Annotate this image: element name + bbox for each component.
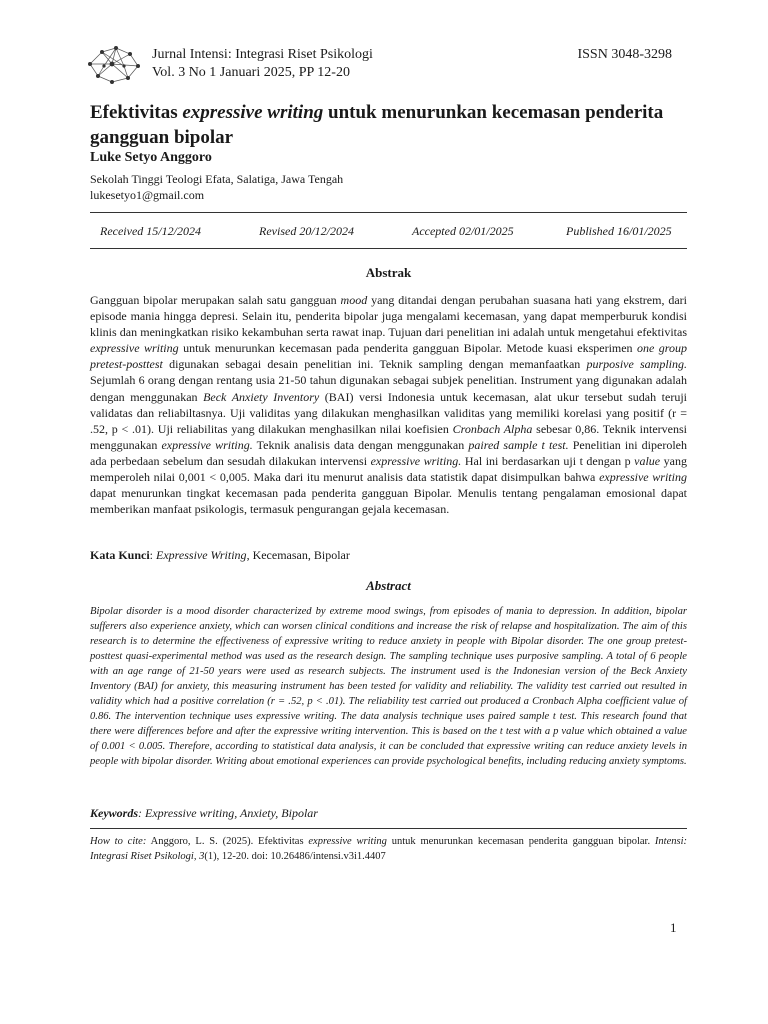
title-text: Efektivitas xyxy=(90,102,183,123)
article-title xyxy=(90,100,690,150)
author-name: Luke Setyo Anggoro xyxy=(90,150,212,165)
title-italic: expressive writing xyxy=(182,102,324,123)
divider-citation xyxy=(90,828,687,829)
date-revised: Revised 20/12/2024 xyxy=(259,224,354,238)
title-text-end: untuk menurunkan kecemasan penderita gangguan bipolar xyxy=(90,102,664,148)
cite-lead: How to cite: xyxy=(90,836,147,847)
keywords-list: : Expressive writing, Anxiety, Bipolar xyxy=(138,806,318,820)
how-to-cite: How to cite: Anggoro, L. S. (2025). Efektivitas expressive writing untuk menurunkan kecemasan penderita gangguan bipolar. Intensi: Integrasi Riset Psikologi, 3(1), 12-20. doi: 10.26486/intensi.v3i1.4407 xyxy=(90,836,687,862)
author-details xyxy=(90,171,343,203)
abstract-body: Bipolar disorder is a mood disorder characterized by extreme mood swings, from episodes of mania to depression. In addition, bipolar sufferers also experience anxiety, which can worsen clinical conditions and increase the risk of relapse and hospitalization. The aim of this research is to determine the effectiveness of expressive writing to reduce anxiety in people with Bipolar disorder. The one group pretest-posttest quasi-experimental method was used as the research design. The sampling technique uses purposive sampling. A total of 6 people with an age range of 21-50 years were used as research subjects. The instrument used is the Indonesian version of the Beck Anxiety Inventory (BAI) for anxiety, this measuring instrument has been tested for validity and reliability. The validity test carried out resulted in validity which had a positive correlation (r = .52, p < .01). The reliability test carried out produced a Cronbach Alpha coefficient value of 0.86. The intervention technique uses expressive writing. The data analysis technique uses paired sample t test. This research found that there were differences before and after the expressive writing intervention. This is based on the t test with a p value which obtained a value of 0.001 < 0.005. Therefore, according to statistical data analysis, it can be concluded that expressive writing can reduce anxiety levels in people with bipolar disorder. Writing about emotional experiences can provide psychological benefits, including reducing anxiety symptoms. xyxy=(90,606,687,768)
journal-info xyxy=(152,46,373,82)
divider-bottom xyxy=(90,248,687,249)
keywords xyxy=(90,806,318,821)
keywords-label: Keywords xyxy=(90,806,138,820)
email[interactable]: lukesetyo1@gmail.com xyxy=(90,188,205,202)
kata-kunci: Kata Kunci: Expressive Writing, Kecemasan, Bipolar xyxy=(90,548,350,562)
journal-volume: Vol. 3 No 1 Januari 2025, PP 12-20 xyxy=(152,65,350,80)
date-published: Published 16/01/2025 xyxy=(566,224,672,238)
abstrak-body: Gangguan bipolar merupakan salah satu gangguan mood yang ditandai dengan perubahan suasana hati yang ekstrem, dari episode mania hingga depresi. Selain itu, penderita bipolar juga mengalami kecemasan, yang dapat memperburuk kondisi klinis dan meningkatkan risiko kekambuhan serta rawat inap. Tujuan dari penelitian ini adalah untuk mengetahui efektivitas expressive writing untuk menurunkan kecemasan pada penderita gangguan Bipolar. Metode kuasi eksperimen one group pretest-posttest digunakan sebagai desain penelitian ini. Teknik sampling dengan memanfaatkan purposive sampling. Sejumlah 6 orang dengan rentang usia 21-50 tahun digunakan sebagai subjek penelitian. Instrument yang digunakan adalah dengan menggunakan Beck Anxiety Inventory (BAI) versi Indonesia untuk kecemasan, alat ukur tersebut sudah teruji validatas dan reliabiltasnya. Uji validitas yang dilakukan menghasilkan validitas yang memiliki korelasi yang positif (r = .52, p < .01). Uji reliabilitas yang dilakukan menghasilkan nilai koefisien Cronbach Alpha sebesar 0,86. Teknik intervensi menggunakan expressive writing. Teknik analisis data dengan menggunakan paired sample t test. Penelitian ini diperoleh ada perbedaan sebelum dan sesudah dilakukan intervensi expressive writing. Hal ini berdasarkan uji t dengan p value yang memperoleh nilai 0,001 < 0,005. Maka dari itu menurut analisis data statistik dapat disimpulkan bahwa expressive writing dapat menurunkan tingkat kecemasan pada penderita gangguan Bipolar. Menulis tentang pengalaman emosional dapat memberikan manfaat psikologis, termasuk pengurangan gejala kecemasan. xyxy=(90,293,687,517)
affiliation: Sekolah Tinggi Teologi Efata, Salatiga, Jawa Tengah xyxy=(90,172,344,186)
divider-top xyxy=(90,212,687,213)
journal-name: Jurnal Intensi: Integrasi Riset Psikologi xyxy=(152,47,373,62)
date-received: Received 15/12/2024 xyxy=(100,224,201,238)
date-accepted: Accepted 02/01/2025 xyxy=(412,224,514,238)
abstract-heading: Abstract xyxy=(366,578,411,593)
page-number: 1 xyxy=(670,920,677,935)
kata-kunci-label: Kata Kunci xyxy=(90,548,150,562)
network-logo-icon xyxy=(84,42,144,86)
abstrak-heading: Abstrak xyxy=(365,265,412,280)
issn: ISSN 3048-3298 xyxy=(577,47,672,62)
